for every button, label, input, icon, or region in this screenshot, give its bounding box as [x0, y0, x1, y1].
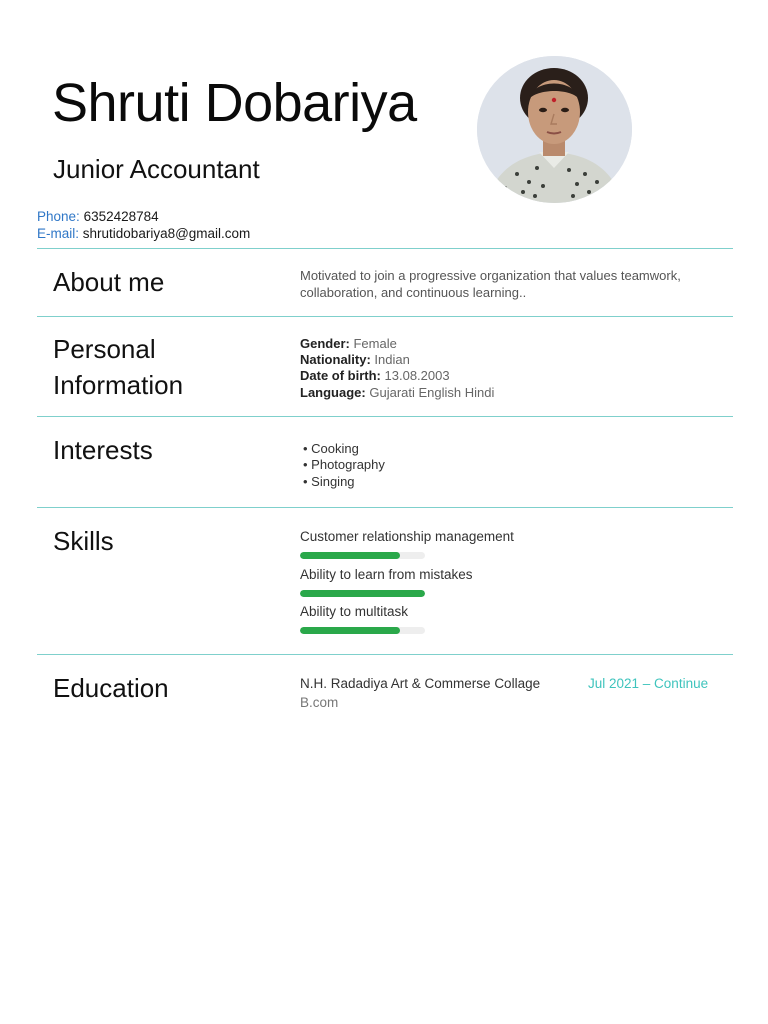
email-value: shrutidobariya8@gmail.com	[82, 226, 251, 241]
interest-item: • Cooking	[303, 441, 359, 456]
interest-item: • Photography	[303, 457, 385, 472]
skill-bar-track	[300, 627, 425, 634]
info-key: Nationality:	[300, 352, 371, 367]
section-divider	[37, 248, 733, 249]
section-divider	[37, 316, 733, 317]
personal-section-title-line1: Personal	[53, 334, 156, 364]
info-gender	[300, 336, 397, 351]
about-text: Motivated to join a progressive organization that values teamwork, collaboration, and continuous learning..	[300, 268, 681, 300]
skill-name: Customer relationship management	[300, 529, 514, 544]
profile-photo-image	[477, 56, 632, 203]
skill-bar-fill	[300, 627, 400, 634]
contact-email	[37, 226, 250, 241]
education-degree: B.com	[300, 695, 339, 710]
phone-label: Phone:	[37, 209, 80, 224]
info-value: Gujarati English Hindi	[369, 385, 495, 400]
education-school: N.H. Radadiya Art & Commerse Collage	[300, 676, 541, 691]
info-value: 13.08.2003	[384, 368, 450, 383]
skill-bar-fill	[300, 590, 425, 597]
profile-photo	[477, 56, 632, 203]
contact-phone	[37, 209, 159, 224]
skill-bar-track	[300, 552, 425, 559]
info-nationality	[300, 352, 410, 367]
interests-section-title: Interests	[53, 435, 153, 465]
skill-bar-fill	[300, 552, 400, 559]
info-date-of-birth	[300, 368, 450, 383]
info-value: Female	[353, 336, 397, 351]
info-key: Gender:	[300, 336, 350, 351]
info-key: Language:	[300, 385, 366, 400]
education-dates: Jul 2021 – Continue	[588, 676, 709, 691]
info-value: Indian	[374, 352, 410, 367]
section-divider	[37, 507, 733, 508]
skills-section-title: Skills	[53, 526, 114, 556]
candidate-name: Shruti Dobariya	[52, 73, 417, 133]
education-section-title: Education	[53, 673, 169, 703]
info-language	[300, 385, 494, 400]
personal-section-title-line2: Information	[53, 370, 184, 400]
phone-value: 6352428784	[83, 209, 159, 224]
info-key: Date of birth:	[300, 368, 381, 383]
about-section-title: About me	[53, 267, 165, 297]
job-title: Junior Accountant	[53, 154, 260, 184]
skill-name: Ability to multitask	[300, 604, 409, 619]
skill-name: Ability to learn from mistakes	[300, 567, 473, 582]
email-label: E-mail:	[37, 226, 80, 241]
section-divider	[37, 654, 733, 655]
interest-item: • Singing	[303, 474, 355, 489]
section-divider	[37, 416, 733, 417]
skill-bar-track	[300, 590, 425, 597]
